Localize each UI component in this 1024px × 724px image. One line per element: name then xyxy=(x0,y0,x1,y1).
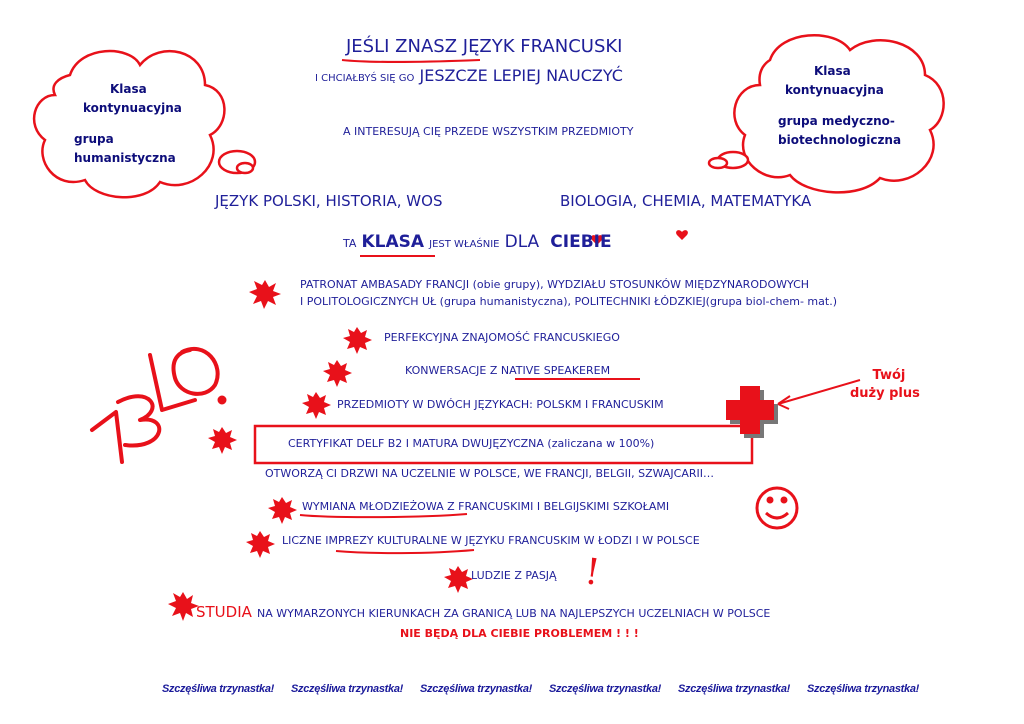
tagline xyxy=(343,232,612,252)
tagline-ciebie: CIEBIE xyxy=(550,232,612,252)
perfekcyjna: PERFEKCYJNA ZNAJOMOŚĆ FRANCUSKIEGO xyxy=(384,331,620,344)
smiley-icon xyxy=(757,488,797,528)
left-cloud-group1: grupa xyxy=(74,132,114,146)
patronat-line1: PATRONAT AMBASADY FRANCJI (obie grupy), WYDZIAŁU STOSUNKÓW MIĘDZYNARODOWYCH xyxy=(300,278,810,291)
header-line1: JEŚLI ZNASZ JĘZYK FRANCUSKI xyxy=(346,36,623,57)
heart-icon xyxy=(676,230,688,240)
plus-icon xyxy=(726,386,778,438)
studia-big: STUDIA xyxy=(196,603,252,621)
patronat-line2: I POLITOLOGICZNYCH UŁ (grupa humanistyczna), POLITECHNIKI ŁÓDZKIEJ(grupa biol-chem- mat.) xyxy=(300,295,837,308)
header-line3: A INTERESUJĄ CIĘ PRZEDE WSZYSTKIM PRZEDMIOTY xyxy=(343,125,634,138)
school-mark-13lo xyxy=(92,349,225,462)
problemem: NIE BĘDĄ DLA CIEBIE PROBLEMEM ! ! ! xyxy=(400,627,639,640)
footer-item: Szczęśliwa trzynastka! xyxy=(291,683,404,695)
przedmioty: PRZEDMIOTY W DWÓCH JĘZYKACH: POLSKM I FRANCUSKIM xyxy=(337,398,664,411)
footer-item: Szczęśliwa trzynastka! xyxy=(162,683,275,695)
arrow-icon xyxy=(778,380,860,409)
konwersacje: KONWERSACJE Z NATIVE SPEAKEREM xyxy=(405,364,611,377)
tagline-klasa: KLASA xyxy=(361,232,425,252)
tagline-ta: TA xyxy=(343,237,357,250)
certyfikat: CERTYFIKAT DELF B2 I MATURA DWUJĘZYCZNA (zaliczana w 100%) xyxy=(288,437,655,450)
imprezy: LICZNE IMPREZY KULTURALNE W JĘZYKU FRANCUSKIM W ŁODZI I W POLSCE xyxy=(282,534,700,547)
header-line2-big: JESZCZE LEPIEJ NAUCZYĆ xyxy=(419,66,623,85)
plus-note-line2: duży plus xyxy=(850,386,920,401)
footer-item: Szczęśliwa trzynastka! xyxy=(807,683,920,695)
plus-note-line1: Twój xyxy=(872,368,906,383)
otworza: OTWORZĄ CI DRZWI NA UCZELNIE W POLSCE, WE FRANCJI, BELGII, SZWAJCARII… xyxy=(265,467,715,480)
right-cloud-text xyxy=(778,62,901,150)
wymiana: WYMIANA MŁODZIEŻOWA Z FRANCUSKIMI I BELGIJSKIMI SZKOŁAMI xyxy=(302,500,670,513)
studia-line xyxy=(196,602,770,621)
right-cloud-group2: biotechnologiczna xyxy=(778,133,902,147)
subjects-humanities: JĘZYK POLSKI, HISTORIA, WOS xyxy=(215,192,443,210)
right-cloud-title2: kontynuacyjna xyxy=(785,83,884,97)
footer-item: Szczęśliwa trzynastka! xyxy=(549,683,662,695)
left-cloud-group2: humanistyczna xyxy=(74,151,176,165)
subjects-science: BIOLOGIA, CHEMIA, MATEMATYKA xyxy=(560,192,812,210)
tagline-dla: DLA xyxy=(504,232,540,252)
header-line2-small: I CHCIAŁBYŚ SIĘ GO xyxy=(315,73,415,84)
left-cloud-title1: Klasa xyxy=(110,82,147,96)
tagline-jest: JEST WŁAŚNIE xyxy=(429,239,500,250)
left-cloud-title2: kontynuacyjna xyxy=(83,101,182,115)
plus-note xyxy=(850,367,920,403)
studia-rest: NA WYMARZONYCH KIERUNKACH ZA GRANICĄ LUB NA NAJLEPSZYCH UCZELNIACH W POLSCE xyxy=(257,607,771,620)
left-cloud-text xyxy=(70,80,182,168)
right-cloud-group1: grupa medyczno- xyxy=(778,114,895,128)
ludzie: LUDZIE Z PASJĄ xyxy=(471,569,557,582)
right-cloud-title1: Klasa xyxy=(814,64,851,78)
header-line2 xyxy=(315,66,623,85)
exclamation-mark: ! xyxy=(582,551,603,594)
footer-item: Szczęśliwa trzynastka! xyxy=(678,683,791,695)
footer-item: Szczęśliwa trzynastka! xyxy=(420,683,533,695)
